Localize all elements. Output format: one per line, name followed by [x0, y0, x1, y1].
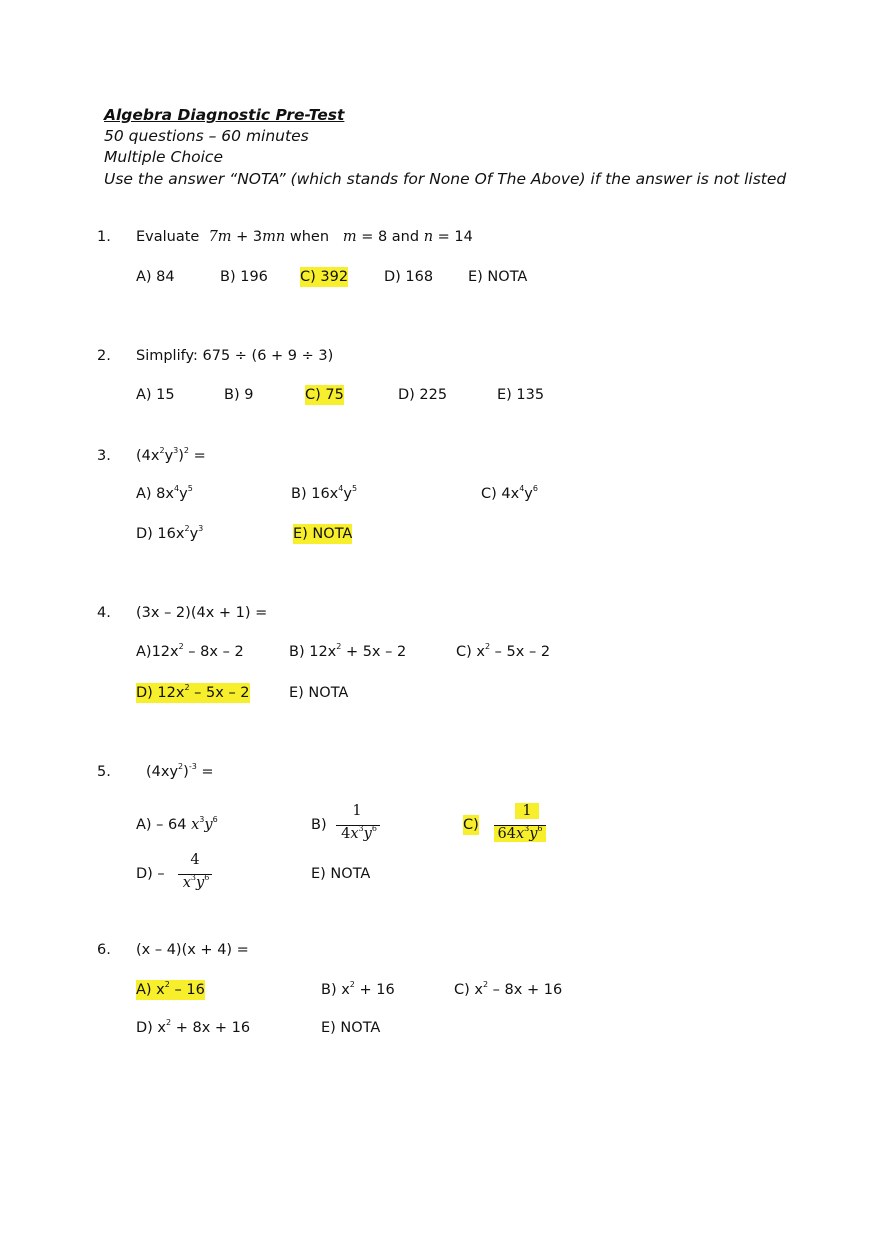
q5-c-denominator: $64x^3y^6$ — [494, 826, 546, 842]
question-count-line: 50 questions – 60 minutes — [104, 127, 309, 145]
question-5-prompt: $(4xy^2)^{-3}$ = — [146, 762, 214, 780]
question-6-number: 6. — [97, 942, 111, 958]
question-1-prompt: Evaluate 7m + 3mn when m = 8 and n = 14 — [136, 229, 473, 245]
q4-option-b: B) $12x^2 + 5x - 2$ — [289, 642, 407, 660]
question-3-number: 3. — [97, 448, 111, 464]
q5-option-c-fraction-highlighted — [494, 803, 550, 847]
q6-option-e: E) NOTA — [321, 1020, 381, 1036]
q5-d-numerator: 4 — [190, 852, 200, 868]
question-4-prompt: (3x – 2)(4x + 1) = — [136, 605, 268, 621]
question-5-number: 5. — [97, 764, 111, 780]
q2-option-a: A) 15 — [136, 387, 175, 403]
q4-option-d-highlighted: D) $12x^2 - 5x - 2$ — [136, 683, 250, 701]
question-6-prompt: (x – 4)(x + 4) = — [136, 942, 249, 958]
q4-option-a: $A)12x^2 - 8x - 2$ — [136, 642, 244, 660]
question-1-number: 1. — [97, 229, 111, 245]
q1-option-e: E) NOTA — [468, 269, 528, 285]
q3-option-a: A) $8x^4y^5$ — [136, 484, 193, 502]
q1-option-a: A) 84 — [136, 269, 175, 285]
q2-option-b: B) 9 — [224, 387, 254, 403]
q6-option-c: C) $x^2 - 8x + 16$ — [454, 980, 563, 998]
q5-option-b-fraction — [334, 803, 382, 847]
q3-option-d: D) $16x^2y^3$ — [136, 524, 204, 542]
q2-option-e: E) 135 — [497, 387, 545, 403]
q3-option-e-highlighted: E) NOTA — [293, 526, 353, 542]
q6-option-d: D) $x^2 + 8x + 16$ — [136, 1018, 251, 1036]
q3-option-b: B) $16x^4y^5$ — [291, 484, 358, 502]
test-title: Algebra Diagnostic Pre-Test — [104, 106, 345, 124]
q5-b-numerator: 1 — [352, 803, 362, 819]
q2-option-c-highlighted: C) 75 — [305, 387, 344, 403]
format-line: Multiple Choice — [104, 148, 223, 166]
question-4-number: 4. — [97, 605, 111, 621]
q1-option-d: D) 168 — [384, 269, 434, 285]
q6-option-a-highlighted: A) $x^2 - 16$ — [136, 980, 205, 998]
q5-option-d-fraction — [178, 852, 218, 896]
q5-option-e: E) NOTA — [311, 866, 371, 882]
q5-option-c-label-highlighted: C) — [463, 817, 479, 833]
q4-option-c: C) $x^2 - 5x - 2$ — [456, 642, 551, 660]
instructions-line: Use the answer “NOTA” (which stands for None Of The Above) if the answer is not listed — [104, 170, 787, 188]
q1-option-b: B) 196 — [220, 269, 268, 285]
q6-option-b: B) $x^2 + 16$ — [321, 980, 395, 998]
question-3-prompt: $(4x^2y^3)^2$ = — [136, 446, 206, 464]
q5-option-a: A) – 64 $x^3y^6$ — [136, 815, 218, 833]
q2-option-d: D) 225 — [398, 387, 448, 403]
question-2-number: 2. — [97, 348, 111, 364]
q5-d-denominator: $x^3y^6$ — [182, 873, 210, 891]
q3-option-c: C) $4x^4y^6$ — [481, 484, 538, 502]
q5-b-denominator: $4x^3y^6$ — [341, 824, 377, 842]
q5-option-b-label: B) — [311, 817, 327, 833]
question-2-prompt: Simplify: 675 ÷ (6 + 9 ÷ 3) — [136, 348, 334, 364]
q4-option-e: E) NOTA — [289, 685, 349, 701]
q5-c-numerator: 1 — [515, 803, 539, 819]
q1-option-c-highlighted: C) 392 — [300, 269, 349, 285]
q5-option-d-label: D) – — [136, 866, 165, 882]
